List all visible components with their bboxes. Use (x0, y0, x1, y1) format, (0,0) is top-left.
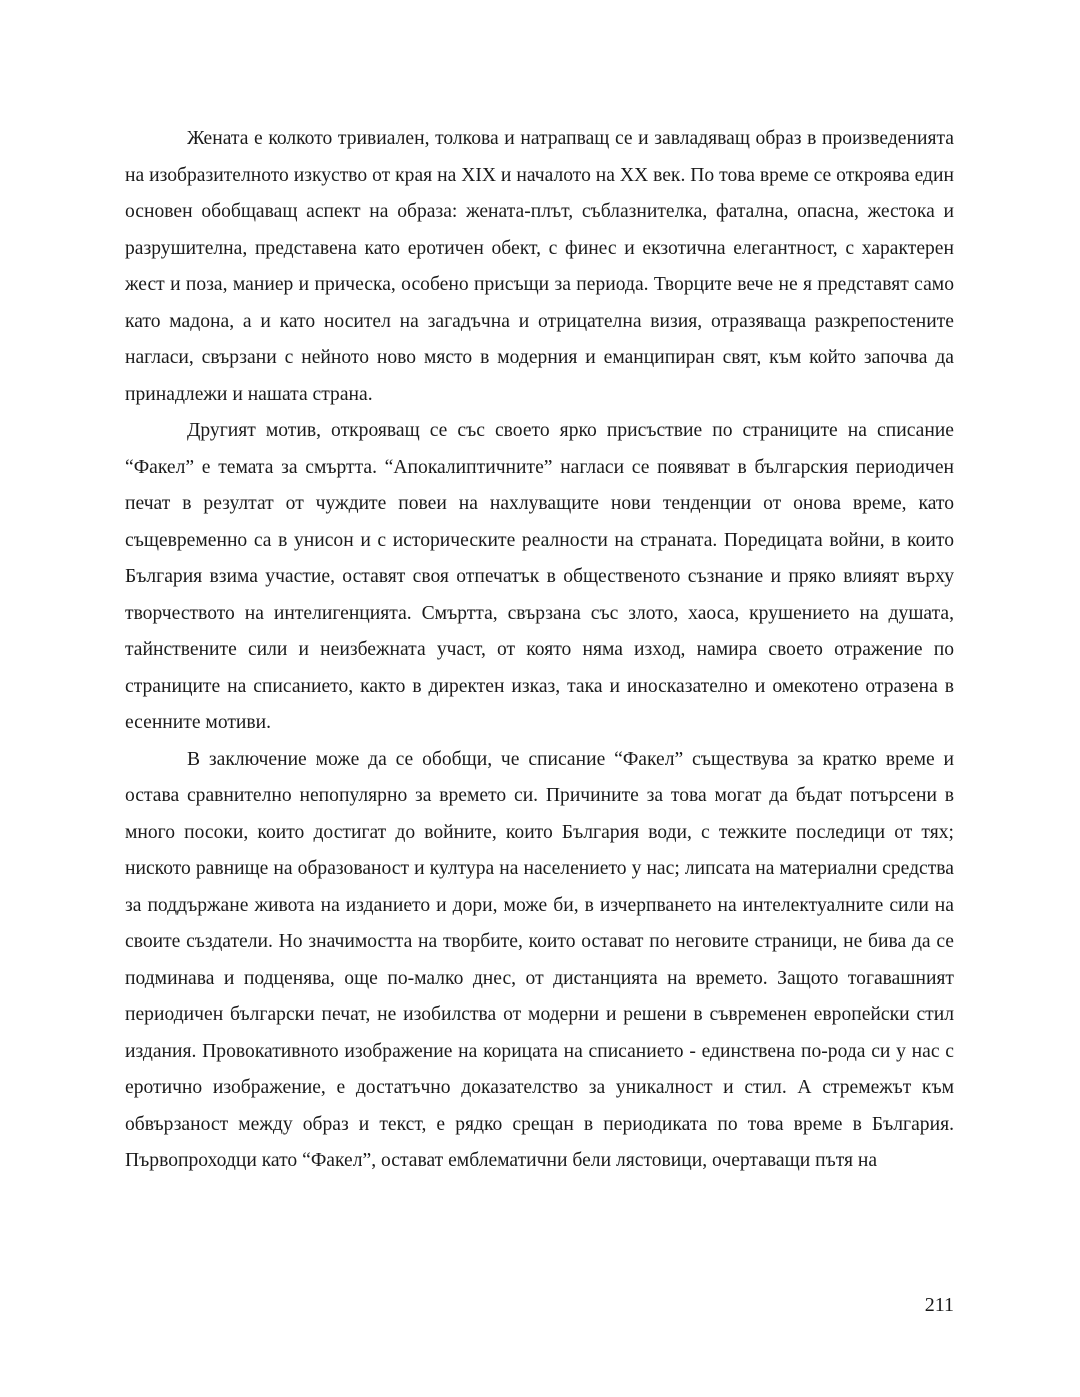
page-number: 211 (924, 1294, 954, 1316)
paragraph-woman-image: Жената е колкото тривиален, толкова и натрапващ се и завладяващ образ в произведенията на изобразителното изкуство от края на XIX и началото на XX век. По това време се откроява един основен обобщаващ аспект на образа: жената-плът, съблазнителка, фатална, опасна, жестока и разрушителна, представена като еротичен обект, с финес и екзотична елегантност, с характерен жест и поза, маниер и прическа, особено присъщи за периода. Творците вече не я представят само като мадона, а и като носител на загадъчна и отрицателна визия, отразяваща разкрепостените нагласи, свързани с нейното ново място в модерния и еманципиран свят, към който започва да принадлежи и нашата страна. (125, 128, 954, 405)
paragraph-death-theme: Другият мотив, открояващ се със своето ярко присъствие по страниците на списание “Факел” е темата за смъртта. “Апокалиптичните” нагласи се появяват в българския периодичен печат в резултат от чуждите повеи на нахлуващите нови тенденции от онова време, като същевременно са в унисон и с историческите реалности на страната. Поредицата войни, в които България взима участие, оставят своя отпечатък в общественото съзнание и пряко влияят върху творчеството на интелигенцията. Смъртта, свързана със злото, хаоса, крушението на душата, тайнствените сили и неизбежната участ, от която няма изход, намира своето отражение по страниците на списанието, както в директен изказ, така и иносказателно и омекотено отразена в есенните мотиви. (125, 420, 954, 733)
body-text (125, 121, 954, 1180)
paragraph-conclusion: В заключение може да се обобщи, че списание “Факел” съществува за кратко време и остава сравнително непопулярно за времето си. Причините за това могат да бъдат потърсени в много посоки, които достигат до войните, които България води, с тежките последици от тях; ниското равнище на образованост и култура на населението у нас; липсата на материални средства за поддържане живота на изданието и дори, може би, в изчерпването на интелектуалните сили на своите създатели. Но значимостта на творбите, които остават по неговите страници, не бива да се подминава и подценява, още по-малко днес, от дистанцията на времето. Защото тогавашният периодичен български печат, не изобилства от модерни и решени в съвременен европейски стил издания. Провокативното изображение на корицата на списанието - единствена по-рода си у нас с еротично изображение, е достатъчно доказателство за уникалност и стил. А стремежът към обвързаност между образ и текст, е рядко срещан в периодиката по това време в България. Първопроходци като “Факел”, остават емблематични бели лястовици, очертаващи пътя на (125, 748, 954, 1171)
